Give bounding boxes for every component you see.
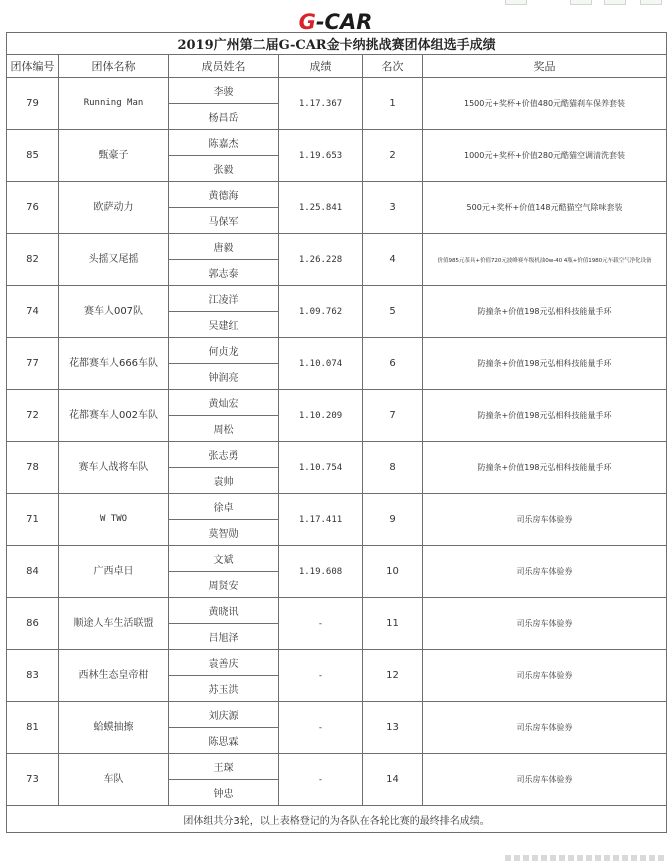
rank-cell: 8 (363, 442, 423, 494)
logo-text-car: -CAR (315, 10, 373, 34)
member-name-cell: 郭志泰 (169, 260, 279, 286)
prize-cell: 防撞条+价值198元弘相科技能量手环 (423, 390, 667, 442)
table-row (7, 78, 667, 104)
score-cell: 1.19.653 (279, 130, 363, 182)
watermark-strip (505, 855, 665, 861)
table-title: 2019广州第二届G-CAR金卡纳挑战赛团体组选手成绩 (7, 33, 667, 55)
team-id-cell: 84 (7, 546, 59, 598)
member-name-cell: 钟润亮 (169, 364, 279, 390)
prize-cell: 司乐房车体验券 (423, 546, 667, 598)
member-name-cell: 钟忠 (169, 780, 279, 806)
score-cell: 1.17.367 (279, 78, 363, 130)
team-name-cell: 广西卓日 (59, 546, 169, 598)
score-cell: 1.10.209 (279, 390, 363, 442)
team-id-cell: 79 (7, 78, 59, 130)
score-cell: - (279, 650, 363, 702)
member-name-cell: 何贞龙 (169, 338, 279, 364)
table-row (7, 546, 667, 572)
member-name-cell: 文斌 (169, 546, 279, 572)
team-id-cell: 73 (7, 754, 59, 806)
team-id-cell: 83 (7, 650, 59, 702)
prize-cell: 司乐房车体验券 (423, 754, 667, 806)
member-name-cell: 李骏 (169, 78, 279, 104)
member-name-cell: 袁善庆 (169, 650, 279, 676)
prize-cell: 1000元+奖杯+价值280元酷猫空调清洗套装 (423, 130, 667, 182)
team-id-cell: 76 (7, 182, 59, 234)
header-team-name: 团体名称 (59, 55, 169, 78)
table-row (7, 338, 667, 364)
team-name-cell: 西林生态皇帝柑 (59, 650, 169, 702)
team-name-cell: 甄豪子 (59, 130, 169, 182)
prize-cell: 防撞条+价值198元弘相科技能量手环 (423, 286, 667, 338)
table-body (7, 78, 667, 806)
team-name-cell: 花都赛车人002车队 (59, 390, 169, 442)
prize-cell: 司乐房车体验券 (423, 598, 667, 650)
team-id-cell: 74 (7, 286, 59, 338)
header-row (7, 55, 667, 78)
member-name-cell: 黄灿宏 (169, 390, 279, 416)
score-cell: 1.19.608 (279, 546, 363, 598)
team-id-cell: 77 (7, 338, 59, 390)
member-name-cell: 张志勇 (169, 442, 279, 468)
member-name-cell: 江凌洋 (169, 286, 279, 312)
member-name-cell: 周贤安 (169, 572, 279, 598)
logo-letter-g: G (298, 10, 316, 34)
score-cell: - (279, 702, 363, 754)
table-row (7, 442, 667, 468)
results-table (6, 32, 667, 833)
table-row (7, 130, 667, 156)
team-id-cell: 71 (7, 494, 59, 546)
table-row (7, 286, 667, 312)
team-name-cell: 赛车人007队 (59, 286, 169, 338)
rank-cell: 2 (363, 130, 423, 182)
team-id-cell: 72 (7, 390, 59, 442)
team-name-cell: Running Man (59, 78, 169, 130)
footnote: 团体组共分3轮，以上表格登记的为各队在各轮比赛的最终排名成绩。 (7, 806, 667, 833)
rank-cell: 9 (363, 494, 423, 546)
window-control-chip (604, 0, 626, 5)
member-name-cell: 周松 (169, 416, 279, 442)
member-name-cell: 唐毅 (169, 234, 279, 260)
score-cell: 1.10.074 (279, 338, 363, 390)
score-cell: 1.10.754 (279, 442, 363, 494)
rank-cell: 3 (363, 182, 423, 234)
rank-cell: 12 (363, 650, 423, 702)
member-name-cell: 杨昌岳 (169, 104, 279, 130)
prize-cell: 1500元+奖杯+价值480元酷猫刹车保养套装 (423, 78, 667, 130)
rank-cell: 11 (363, 598, 423, 650)
team-name-cell: W TWO (59, 494, 169, 546)
team-id-cell: 82 (7, 234, 59, 286)
member-name-cell: 马保军 (169, 208, 279, 234)
rank-cell: 5 (363, 286, 423, 338)
team-name-cell: 欧萨动力 (59, 182, 169, 234)
score-cell: - (279, 754, 363, 806)
rank-cell: 13 (363, 702, 423, 754)
prize-cell: 司乐房车体验券 (423, 494, 667, 546)
team-name-cell: 赛车人战将车队 (59, 442, 169, 494)
table-row (7, 754, 667, 780)
team-name-cell: 花都赛车人666车队 (59, 338, 169, 390)
team-id-cell: 86 (7, 598, 59, 650)
top-edge-strip (0, 0, 671, 6)
team-name-cell: 车队 (59, 754, 169, 806)
window-control-chip (505, 0, 527, 5)
title-row (7, 33, 667, 55)
table-row (7, 702, 667, 728)
rank-cell: 7 (363, 390, 423, 442)
rank-cell: 14 (363, 754, 423, 806)
score-cell: 1.25.841 (279, 182, 363, 234)
member-name-cell: 刘庆源 (169, 702, 279, 728)
member-name-cell: 陈嘉杰 (169, 130, 279, 156)
member-name-cell: 莫智勋 (169, 520, 279, 546)
prize-cell: 500元+奖杯+价值148元酷猫空气除味套装 (423, 182, 667, 234)
prize-cell: 司乐房车体验券 (423, 650, 667, 702)
score-cell: 1.17.411 (279, 494, 363, 546)
member-name-cell: 吴建红 (169, 312, 279, 338)
table-row (7, 598, 667, 624)
prize-cell: 司乐房车体验券 (423, 702, 667, 754)
rank-cell: 10 (363, 546, 423, 598)
rank-cell: 6 (363, 338, 423, 390)
team-id-cell: 81 (7, 702, 59, 754)
header-rank: 名次 (363, 55, 423, 78)
member-name-cell: 王琛 (169, 754, 279, 780)
member-name-cell: 黄德海 (169, 182, 279, 208)
prize-cell: 防撞条+价值198元弘相科技能量手环 (423, 338, 667, 390)
team-id-cell: 78 (7, 442, 59, 494)
score-cell: 1.26.228 (279, 234, 363, 286)
window-control-chip (570, 0, 592, 5)
member-name-cell: 袁帅 (169, 468, 279, 494)
team-name-cell: 顺途人车生活联盟 (59, 598, 169, 650)
footnote-row (7, 806, 667, 833)
header-prize: 奖品 (423, 55, 667, 78)
score-cell: 1.09.762 (279, 286, 363, 338)
member-name-cell: 张毅 (169, 156, 279, 182)
rank-cell: 1 (363, 78, 423, 130)
header-member-name: 成员姓名 (169, 55, 279, 78)
member-name-cell: 吕旭泽 (169, 624, 279, 650)
member-name-cell: 陈思霖 (169, 728, 279, 754)
header-score: 成绩 (279, 55, 363, 78)
member-name-cell: 黄晓讯 (169, 598, 279, 624)
header-team-id: 团体编号 (7, 55, 59, 78)
table-row (7, 494, 667, 520)
member-name-cell: 苏玉洪 (169, 676, 279, 702)
team-name-cell: 蛤蟆抽擦 (59, 702, 169, 754)
table-row (7, 234, 667, 260)
gcar-logo (0, 10, 671, 34)
prize-cell: 防撞条+价值198元弘相科技能量手环 (423, 442, 667, 494)
table-row (7, 650, 667, 676)
rank-cell: 4 (363, 234, 423, 286)
prize-cell: 价值985元茶具+价值720元波峰赛车级机油0w-40 4瓶+价值1980元车载空气净化设备 (423, 234, 667, 286)
window-control-chip (640, 0, 662, 5)
table-row (7, 390, 667, 416)
member-name-cell: 徐卓 (169, 494, 279, 520)
score-cell: - (279, 598, 363, 650)
team-id-cell: 85 (7, 130, 59, 182)
table-row (7, 182, 667, 208)
team-name-cell: 头摇又尾摇 (59, 234, 169, 286)
